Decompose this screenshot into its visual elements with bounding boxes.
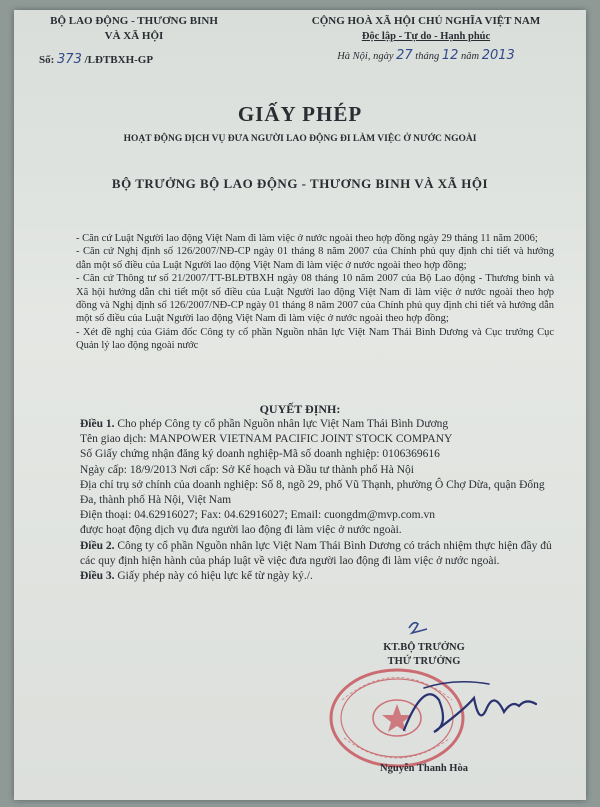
email-value: cuongdm@mvp.com.vn <box>324 509 435 522</box>
trade-name-label: Tên giao dịch: <box>80 433 147 446</box>
date-place: Hà Nội, ngày <box>337 51 394 62</box>
date-month-label: tháng <box>415 51 440 62</box>
document-number-label: Số: <box>39 54 55 66</box>
ministry-name-line1: BỘ LAO ĐỘNG - THƯƠNG BINH <box>50 15 218 27</box>
email-label: Email: <box>290 509 322 522</box>
document-number <box>39 52 229 68</box>
handwritten-checkmark <box>406 614 430 636</box>
article-1-closing: được hoạt động dịch vụ đưa người lao động đi làm việc ở nước ngoài. <box>80 524 402 537</box>
document-number-value: 373 <box>57 52 82 67</box>
issue-place-value: Sở Kế hoạch và Đầu tư thành phố Hà Nội <box>221 463 414 476</box>
issue-line <box>80 463 558 478</box>
national-title: CỘNG HOÀ XÃ HỘI CHỦ NGHĨA VIỆT NAM <box>311 15 541 27</box>
issue-date-value: 18/9/2013 <box>129 463 177 476</box>
legal-basis-item: - Xét đề nghị của Giám đốc Công ty cổ phần Nguồn nhân lực Việt Nam Thái Bình Dương và Cục trưởng Cục Quản lý lao động ngoài nước <box>76 326 554 352</box>
document-title: GIẤY PHÉP <box>237 102 363 126</box>
signature-title-line1: KT.BỘ TRƯỞNG <box>383 642 465 653</box>
date-year-label: năm <box>461 51 480 62</box>
document-number-suffix: /LĐTBXH-GP <box>84 54 154 66</box>
article-1-intro <box>80 417 558 432</box>
registration-value: 0106369616 <box>382 448 440 461</box>
registration-line <box>80 447 558 462</box>
article-3-label: Điều 3. <box>80 570 115 583</box>
legal-basis-item: - Căn cứ Nghị định số 126/2007/NĐ-CP ngày 01 tháng 8 năm 2007 của Chính phủ quy định chi tiết và hướng dẫn một số điều của Luật Người lao động Việt Nam đi làm việc ở nước ngoài theo hợp đồng; <box>76 246 554 271</box>
address-label: Địa chỉ trụ sở chính của doanh nghiệp: <box>80 478 259 491</box>
ministry-name-line2: VÀ XÃ HỘI <box>104 30 164 42</box>
trade-name-value: MANPOWER VIETNAM PACIFIC JOINT STOCK COMPANY <box>149 433 453 446</box>
date-year: 2013 <box>481 48 515 63</box>
signer-name: Nguyễn Thanh Hòa <box>380 763 468 774</box>
article-3 <box>80 569 558 584</box>
article-1-label: Điều 1. <box>80 418 115 430</box>
legal-basis <box>76 232 554 353</box>
national-motto: Độc lập - Tự do - Hạnh phúc <box>361 31 491 42</box>
issue-place-label: Nơi cấp: <box>179 463 219 476</box>
national-header <box>286 14 566 64</box>
decision-heading: QUYẾT ĐỊNH: <box>259 402 341 416</box>
document-subtitle: HOẠT ĐỘNG DỊCH VỤ ĐƯA NGƯỜI LAO ĐỘNG ĐI LÀM VIỆC Ở NƯỚC NGOÀI <box>123 134 477 144</box>
article-2 <box>80 539 558 569</box>
article-2-label: Điều 2. <box>80 539 115 552</box>
permit-document <box>14 10 586 800</box>
contact-line <box>80 508 558 523</box>
trade-name-line <box>80 432 558 447</box>
article-3-text: Giấy phép này có hiệu lực kể từ ngày ký./. <box>117 570 313 583</box>
issuing-authority: BỘ TRƯỞNG BỘ LAO ĐỘNG - THƯƠNG BINH VÀ XÃ HỘI <box>111 176 489 191</box>
ministry-header <box>39 14 229 68</box>
signature-title-line2: THỨ TRƯỞNG <box>387 656 461 667</box>
fax-value: 04.62916027; <box>224 509 288 522</box>
date-day: 27 <box>396 48 413 63</box>
handwritten-signature-icon <box>394 670 544 750</box>
address-value: Số 8, ngõ 29, phố Vũ Thạnh, phường Ô Chợ Dừa, quận Đống Đa, thành phố Hà Nội, Việt Nam <box>80 478 545 507</box>
document-date <box>286 48 566 64</box>
article-1-text: Cho phép Công ty cổ phần Nguồn nhân lực Việt Nam Thái Bình Dương <box>117 418 449 430</box>
legal-basis-item: - Căn cứ Luật Người lao động Việt Nam đi làm việc ở nước ngoài theo hợp đồng ngày 29 tháng 11 năm 2006; <box>76 233 538 244</box>
articles <box>80 417 558 584</box>
phone-value: 04.62916027; <box>134 509 198 522</box>
article-2-text: Công ty cổ phần Nguồn nhân lực Việt Nam Thái Bình Dương có trách nhiệm thực hiện đầy đủ các quy định hiện hành của pháp luật về việc đưa người lao động đi làm việc ở nước ngoài. <box>80 539 552 567</box>
phone-label: Điện thoại: <box>80 509 132 522</box>
legal-basis-item: - Căn cứ Thông tư số 21/2007/TT-BLĐTBXH ngày 08 tháng 10 năm 2007 của Bộ Lao động - Thương binh và Xã hội hướng dẫn chi tiết một số điều của Luật Người lao động Việt Nam đi làm việc ở nước ngoài theo hợp đồng và Nghị định số 126/2007/NĐ-CP ngày 01 tháng 8 năm 2007 của Chính phủ quy định chi tiết và hướng dẫn một số điều của Luật Người lao động Việt Nam đi làm việc ở nước ngoài theo hợp đồng; <box>76 273 554 325</box>
registration-label: Số Giấy chứng nhận đăng ký doanh nghiệp-Mã số doanh nghiệp: <box>80 448 380 461</box>
fax-label: Fax: <box>200 509 222 522</box>
date-month: 12 <box>441 48 459 63</box>
address-line <box>80 478 558 508</box>
issue-date-label: Ngày cấp: <box>80 463 127 476</box>
